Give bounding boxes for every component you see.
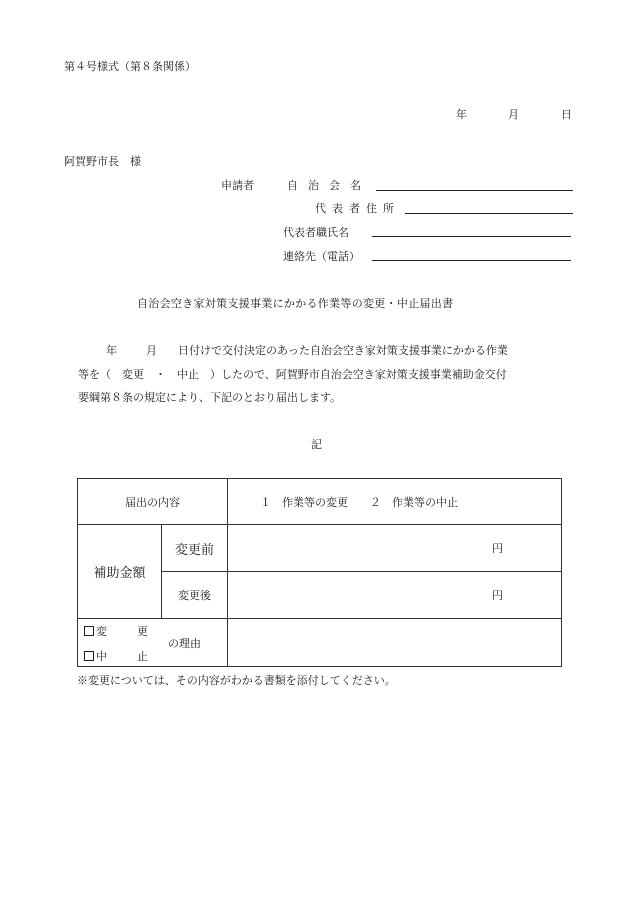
footnote: ※変更については、その内容がわかる書類を添付してください。: [77, 674, 396, 687]
cancel-checkbox[interactable]: [84, 651, 94, 661]
assoc-name-label: 自 治 会 名: [287, 179, 361, 192]
before-label: 変更前: [174, 542, 214, 558]
reason-label: の理由: [168, 637, 201, 650]
date-month-label: 月: [508, 108, 519, 121]
addressee: 阿賀野市長 様: [64, 155, 141, 168]
after-label: 変更後: [178, 589, 211, 602]
body-line1: 日付けで交付決定のあった自治会空き家対策支援事業にかかる作業: [178, 344, 508, 357]
rep-title-field[interactable]: [372, 236, 571, 237]
rep-address-field[interactable]: [405, 213, 573, 214]
assoc-name-field[interactable]: [376, 190, 573, 191]
notice-options: １ 作業等の変更 ２ 作業等の中止: [260, 495, 458, 509]
applicant-label: 申請者: [221, 179, 254, 192]
notice-options-cell[interactable]: [228, 479, 562, 525]
contact-label: 連絡先（電話）: [283, 250, 360, 263]
change-option[interactable]: 変 更: [84, 623, 148, 639]
document-title: 自治会空き家対策支援事業にかかる作業等の変更・中止届出書: [137, 297, 454, 310]
date-year-label: 年: [456, 108, 467, 121]
before-amount-cell[interactable]: [228, 525, 562, 572]
body-month: 月: [146, 344, 157, 357]
before-yen: 円: [492, 542, 503, 555]
reason-label-cell: [78, 619, 228, 667]
notice-label: 届出の内容: [125, 495, 180, 509]
cancel-option[interactable]: 中 止: [84, 648, 148, 664]
after-label-cell: [162, 572, 228, 619]
form-number: 第４号様式（第８条関係）: [64, 60, 196, 73]
rep-title-label: 代表者職氏名: [283, 226, 349, 239]
contact-field[interactable]: [372, 260, 571, 261]
subsidy-label-cell: [78, 525, 162, 619]
rep-address-label: 代 表 者 住 所: [315, 202, 394, 215]
ki-heading: 記: [311, 438, 322, 451]
after-amount-cell[interactable]: [228, 572, 562, 619]
after-yen: 円: [492, 589, 503, 602]
date-day-label: 日: [561, 108, 572, 121]
before-label-cell: [162, 525, 228, 572]
subsidy-label: 補助金額: [93, 566, 146, 581]
body-line2: 等を（ 変更 ・ 中止 ）したので、阿賀野市自治会空き家対策支援事業補助金交付: [78, 368, 507, 381]
reason-field[interactable]: [228, 619, 562, 667]
notice-table: [77, 478, 562, 667]
notice-label-cell: [78, 479, 228, 525]
body-line3: 要綱第８条の規定により、下記のとおり届出します。: [78, 391, 342, 404]
change-checkbox[interactable]: [84, 626, 94, 636]
body-year: 年: [106, 344, 117, 357]
